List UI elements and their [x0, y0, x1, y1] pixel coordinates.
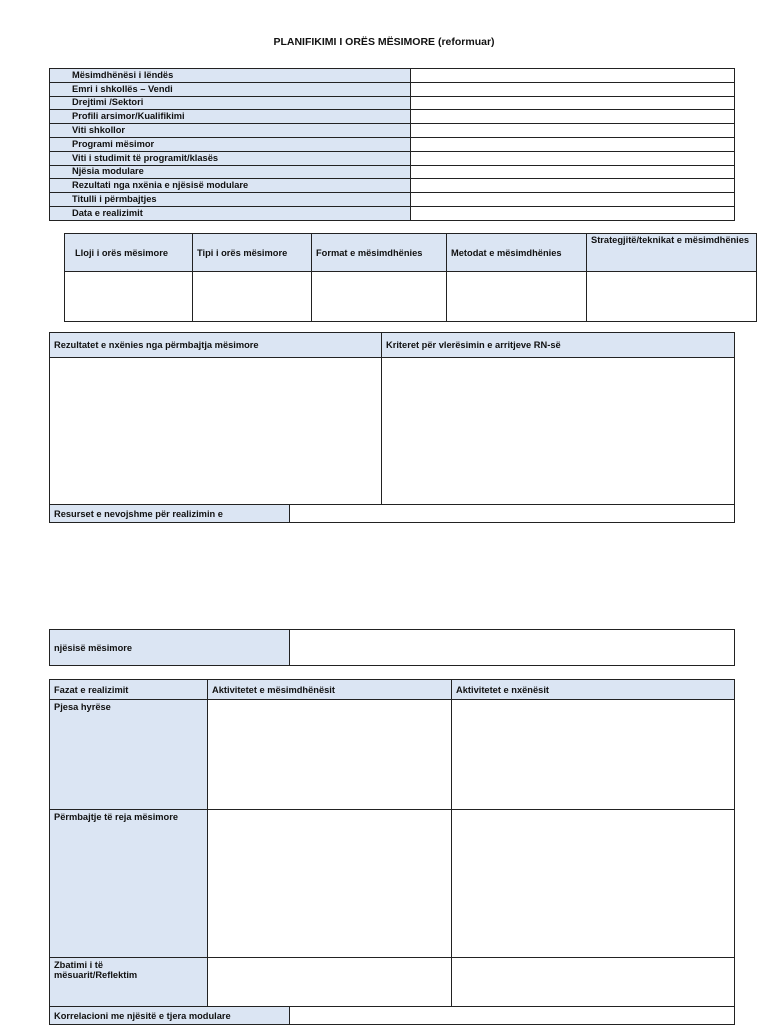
lesson-type-header: Metodat e mësimdhënies	[447, 234, 587, 272]
info-row	[50, 151, 735, 165]
info-row-value[interactable]	[411, 165, 735, 179]
lesson-type-input-row	[65, 272, 757, 322]
resources-label: Resurset e nevojshme për realizimin e	[50, 505, 290, 523]
assessment-criteria-cell[interactable]	[382, 358, 735, 505]
info-row-value[interactable]	[411, 82, 735, 96]
learning-outcomes-cell[interactable]	[50, 358, 382, 505]
lesson-type-header: Strategjitë/teknikat e mësimdhënies	[587, 234, 757, 272]
phase-reflection-label: Zbatimi i të mësuarit/Reflektim	[50, 958, 208, 1007]
info-row	[50, 137, 735, 151]
phases-header: Fazat e realizimit	[50, 680, 208, 700]
info-row-label: Emri i shkollës – Vendi	[50, 82, 411, 96]
lesson-type-header: Tipi i orës mësimore	[193, 234, 312, 272]
unit-cell[interactable]	[290, 630, 735, 666]
lesson-type-table	[64, 233, 757, 322]
info-row	[50, 206, 735, 220]
general-info-table	[49, 68, 735, 221]
info-row-value[interactable]	[411, 69, 735, 83]
info-row-value[interactable]	[411, 193, 735, 207]
info-row-label: Profili arsimor/Kualifikimi	[50, 110, 411, 124]
lesson-kind-cell[interactable]	[193, 272, 312, 322]
phase-intro-student-cell[interactable]	[452, 700, 735, 810]
phase-reflection-teacher-cell[interactable]	[208, 958, 452, 1007]
teaching-methods-cell[interactable]	[447, 272, 587, 322]
teaching-strategies-cell[interactable]	[587, 272, 757, 322]
page-title: PLANIFIKIMI I ORËS MËSIMORE (reformuar)	[273, 36, 495, 48]
info-row-value[interactable]	[411, 96, 735, 110]
info-row-label: Titulli i përmbajtjes	[50, 193, 411, 207]
info-row-value[interactable]	[411, 206, 735, 220]
phase-new-content-student-cell[interactable]	[452, 810, 735, 958]
info-row-value[interactable]	[411, 137, 735, 151]
info-row-value[interactable]	[411, 179, 735, 193]
correlation-label: Korrelacioni me njësitë e tjera modulare	[50, 1007, 290, 1025]
info-row	[50, 69, 735, 83]
phase-intro-teacher-cell[interactable]	[208, 700, 452, 810]
teacher-activities-header: Aktivitetet e mësimdhënësit	[208, 680, 452, 700]
lesson-type-header-row	[65, 234, 757, 272]
lesson-type-header: Lloji i orës mësimore	[65, 234, 193, 272]
info-row-label: Programi mësimor	[50, 137, 411, 151]
unit-label: njësisë mësimore	[50, 630, 290, 666]
student-activities-header: Aktivitetet e nxënësit	[452, 680, 735, 700]
info-row	[50, 82, 735, 96]
info-row-label: Viti shkollor	[50, 124, 411, 138]
phases-table	[49, 679, 735, 1025]
info-row	[50, 110, 735, 124]
info-row-label: Viti i studimit të programit/klasës	[50, 151, 411, 165]
assessment-criteria-header: Kriteret për vlerësimin e arritjeve RN-së	[382, 333, 735, 358]
info-row-label: Data e realizimit	[50, 206, 411, 220]
info-row-value[interactable]	[411, 110, 735, 124]
phase-reflection-student-cell[interactable]	[452, 958, 735, 1007]
info-row-label: Mësimdhënësi i lëndës	[50, 69, 411, 83]
lesson-type-cell[interactable]	[65, 272, 193, 322]
phase-new-content-teacher-cell[interactable]	[208, 810, 452, 958]
phase-intro-label: Pjesa hyrëse	[50, 700, 208, 810]
phase-new-content-label: Përmbajtje të reja mësimore	[50, 810, 208, 958]
info-row	[50, 165, 735, 179]
info-row	[50, 96, 735, 110]
info-row-label: Njësia modulare	[50, 165, 411, 179]
correlation-cell[interactable]	[290, 1007, 735, 1025]
info-row-label: Rezultati nga nxënia e njësisë modulare	[50, 179, 411, 193]
info-row	[50, 179, 735, 193]
info-row	[50, 193, 735, 207]
info-row-label: Drejtimi /Sektori	[50, 96, 411, 110]
info-row-value[interactable]	[411, 151, 735, 165]
outcomes-table	[49, 332, 735, 523]
resources-cell[interactable]	[290, 505, 735, 523]
lesson-type-header: Format e mësimdhënies	[312, 234, 447, 272]
teaching-forms-cell[interactable]	[312, 272, 447, 322]
unit-table	[49, 629, 735, 666]
info-row	[50, 124, 735, 138]
learning-outcomes-header: Rezultatet e nxënies nga përmbajtja mësimore	[50, 333, 382, 358]
info-row-value[interactable]	[411, 124, 735, 138]
